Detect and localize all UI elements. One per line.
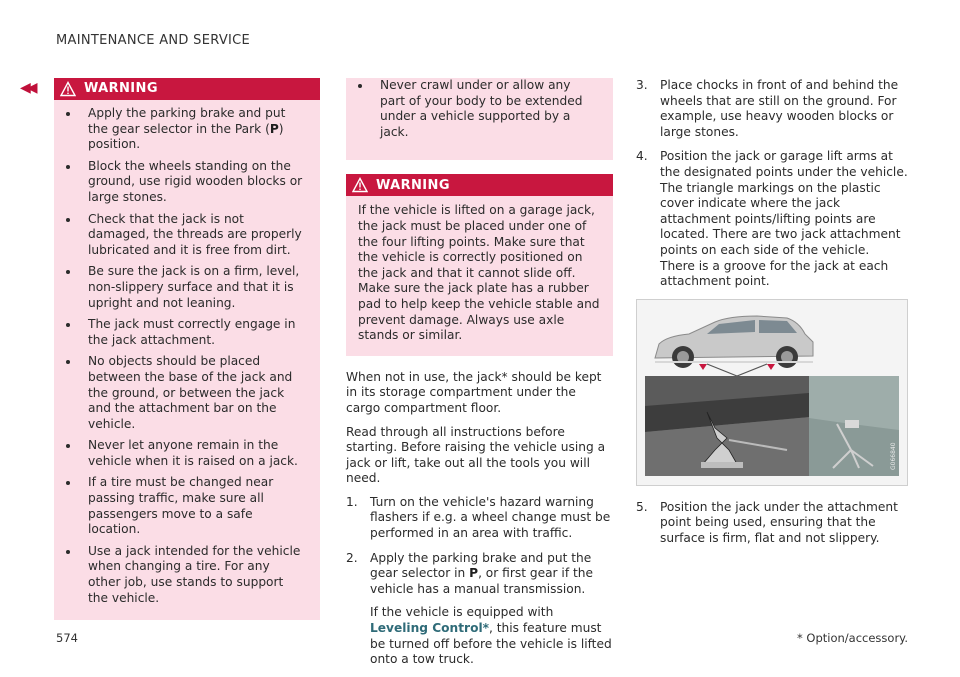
gear-p-label: P — [469, 566, 479, 581]
list-item: The jack must correctly engage in the jack attachment. — [88, 317, 306, 348]
list-item: Block the wheels standing on the ground, use rigid wooden blocks or large stones. — [88, 159, 306, 206]
lift-point-marker — [699, 364, 707, 370]
warning-box-2 — [346, 174, 613, 355]
jack-illustration-svg — [637, 300, 907, 485]
list-item: Use a jack intended for the vehicle when changing a tire. For any other job, use stands to support the vehicle. — [88, 544, 306, 606]
continued-arrows-icon: ◀◀ — [20, 80, 34, 96]
step-item — [636, 500, 908, 547]
step-item — [636, 78, 908, 140]
step-text: Apply the parking brake and put the gear selector in — [370, 550, 592, 581]
list-item: No objects should be placed between the base of the jack and the ground, or between the jack and the attachment bar on the vehicle. — [88, 354, 306, 432]
step-number: 1. — [346, 494, 358, 509]
jack-illustration — [636, 299, 908, 486]
list-item: Never crawl under or allow any part of your body to be extended under a vehicle supported by a jack. — [380, 78, 599, 140]
step-text: Place chocks in front of and behind the wheels that are still on the ground. For example, use heavy wooden blocks or large stones. — [660, 78, 899, 139]
warning-triangle-icon — [352, 177, 368, 193]
warning-title: WARNING — [376, 177, 450, 193]
step-item — [636, 149, 908, 289]
step-text: Position the jack under the attachment point being used, ensuring that the surface is firm, flat and not slippery. — [660, 499, 898, 545]
step-item — [346, 495, 613, 542]
leveling-control-link[interactable]: Leveling Control* — [370, 621, 489, 636]
list-item: Apply the parking brake and put the gear selector in the Park (P) position. — [88, 106, 306, 153]
car-silhouette — [655, 316, 813, 368]
warning-bullet-list-continued — [346, 78, 613, 140]
warning-bullet-list — [54, 100, 320, 606]
step-text: Turn on the vehicle's hazard warning flashers if e.g. a wheel change must be performed in an area with traffic. — [370, 494, 611, 541]
step-number: 4. — [636, 149, 648, 164]
step-list — [636, 78, 908, 290]
detail-panel-lift — [809, 376, 899, 476]
detail-panel-jack — [645, 376, 821, 476]
list-item: Check that the jack is not damaged, the threads are properly lubricated and it is free from dirt. — [88, 212, 306, 259]
subnote-text: If the vehicle is equipped with — [370, 605, 554, 620]
page-number: 574 — [56, 631, 78, 645]
step-item — [346, 551, 613, 668]
step-number: 3. — [636, 78, 648, 92]
gear-p-label: P — [269, 121, 279, 136]
warning-triangle-icon — [60, 81, 76, 97]
figure-code: G066840 — [890, 442, 897, 470]
warning-header-2 — [346, 174, 613, 196]
step-list — [636, 500, 908, 547]
lift-point-marker — [767, 364, 775, 370]
column-1 — [54, 78, 320, 620]
section-header: MAINTENANCE AND SERVICE — [56, 33, 251, 48]
warning-header-1 — [54, 78, 320, 100]
warning-box-1-continued — [346, 78, 613, 160]
warning-text: If the vehicle is lifted on a garage jack, the jack must be placed under one of the four lifting points. Make sure that the vehicle is correctly positioned on the jack and that it cannot slide off. Make sure the jack plate has a rubber pad to help keep the vehicle stable and prevent damage. Always use axle stands or similar. — [358, 203, 600, 343]
list-item: Never let anyone remain in the vehicle when it is raised on a jack. — [88, 438, 306, 469]
column-3 — [636, 78, 908, 556]
subnote-text: , this feature must be turned off before the vehicle is lifted onto a tow truck. — [370, 621, 612, 667]
step-subnote — [370, 605, 613, 667]
step-number: 5. — [636, 499, 648, 514]
column-2 — [346, 78, 613, 677]
footnote: * Option/accessory. — [797, 631, 908, 645]
step-list — [346, 495, 613, 668]
step-number: 2. — [346, 550, 358, 565]
warning-title: WARNING — [84, 81, 158, 97]
step-text: Position the jack or garage lift arms at the designated points under the vehicle. The triangle markings on the plastic cover indicate where the jack attachment points/lifting points are located. There are two jack attachment points on each side of the vehicle. There is a groove for the jack at each attachment point. — [660, 149, 908, 289]
body-paragraph: When not in use, the jack* should be kept in its storage compartment under the cargo compartment floor. — [346, 369, 602, 415]
step-text: , or first gear if the vehicle has a manual transmission. — [370, 566, 593, 596]
warning-box-1 — [54, 78, 320, 620]
list-item: If a tire must be changed near passing traffic, make sure all passengers move to a safe location. — [88, 475, 306, 537]
body-paragraph: Read through all instructions before starting. Before raising the vehicle using a jack or lift, take out all the tools you will need. — [346, 424, 606, 486]
list-item: Be sure the jack is on a firm, level, non-slippery surface and that it is upright and not leaning. — [88, 264, 306, 311]
